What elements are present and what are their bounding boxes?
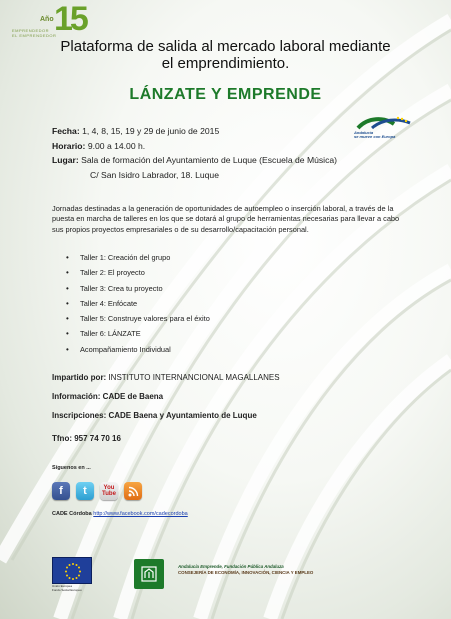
event-info [52,124,337,182]
title-line-2: el emprendimiento. [161,55,290,72]
junta-line-1: Andalucía Emprende, Fundación Pública Andaluza [178,564,284,569]
andalucia-logo-line2: se mueve con Europa [354,134,396,139]
logo-prefix: Año [40,16,54,23]
inscripciones-row: Inscripciones: CADE Baena y Ayuntamiento de Luque [52,411,257,420]
list-item: • Taller 3: Crea tu proyecto [66,281,210,296]
title-line-1: Plataforma de salida al mercado laboral mediante [60,38,391,55]
lugar-value: Sala de formación del Ayuntamiento de Luque (Escuela de Música) [78,155,338,166]
social-icons [52,482,142,502]
junta-emblem [138,563,160,585]
horario-value: 9.00 a 14.00 h. [85,140,146,151]
impartido-row [52,368,280,387]
rss-glyph [128,486,139,497]
lugar-row [52,153,337,168]
list-item: • Taller 2: El proyecto [66,265,210,280]
anniversary-logo [12,0,92,40]
youtube-icon[interactable]: You Tube [100,482,118,500]
andalucia-europa-logo [354,115,412,141]
twitter-icon[interactable]: t [76,482,94,500]
impartido-value: INSTITUTO INTERNANCIONAL MAGALLANES [106,373,280,382]
brand-title: LÁNZATE Y EMPRENDE [129,86,322,103]
cade-facebook-line [52,511,188,517]
logo-caption: EMPRENDEDOR EL EMPRENDEDOR [12,28,57,38]
impartido-label: Impartido por: [52,373,107,382]
phone-number: Tfno: 957 74 70 16 [52,434,121,443]
horario-label: Horario: [52,140,86,151]
eu-stars [53,558,93,585]
follow-us-label: Síguenos en ... [52,465,91,471]
list-item: • Acompañamiento Individual [66,342,210,357]
fecha-label: Fecha: [52,126,80,136]
andalucia-logo-line1: Andalucía [354,130,374,135]
logo-number: 15 [54,0,86,38]
junta-line-2: CONSEJERÍA DE ECONOMÍA, INNOVACIÓN, CIENCIA Y EMPLEO [178,570,314,575]
eu-caption: Unión Europea Fondo Social Europeo [52,584,82,592]
eu-logo [52,557,92,593]
informacion-row: Información: CADE de Baena [52,392,164,401]
list-item: • Taller 5: Construye valores para el éxito [66,311,210,326]
horario-row [52,139,337,154]
workshop-list [66,250,210,357]
organizer-details [52,368,280,425]
lugar-label: Lugar: [52,155,79,166]
list-item: • Taller 6: LÁNZATE [66,326,210,341]
cade-label: CADE Córdoba [52,511,92,517]
cade-facebook-link[interactable]: http://www.facebook.com/cadecordoba [93,511,188,517]
junta-text [178,564,313,576]
rss-icon[interactable] [124,482,142,500]
list-item: • Taller 4: Enfócate [66,296,210,311]
fecha-row [52,124,337,139]
eu-flag [52,557,92,584]
andalucia-logo-mark [354,115,412,131]
junta-andalucia-logo [134,559,164,589]
list-item: • Taller 1: Creación del grupo [66,250,210,265]
page-title [0,38,451,72]
event-description: Jornadas destinadas a la generación de oportunidades de autoempleo o inserción laboral, a través de la puesta en marcha de talleres en los que se dotará al grupo de herramientas necesarias para llevar a cabo sus propios proyectos empresariales o de su desarrollo/capacitación personal. [52,204,400,234]
facebook-icon[interactable]: f [52,482,70,500]
street-address: C/ San Isidro Labrador, 18. Luque [90,169,219,180]
fecha-value: 1, 4, 8, 15, 19 y 29 de junio de 2015 [79,126,220,136]
